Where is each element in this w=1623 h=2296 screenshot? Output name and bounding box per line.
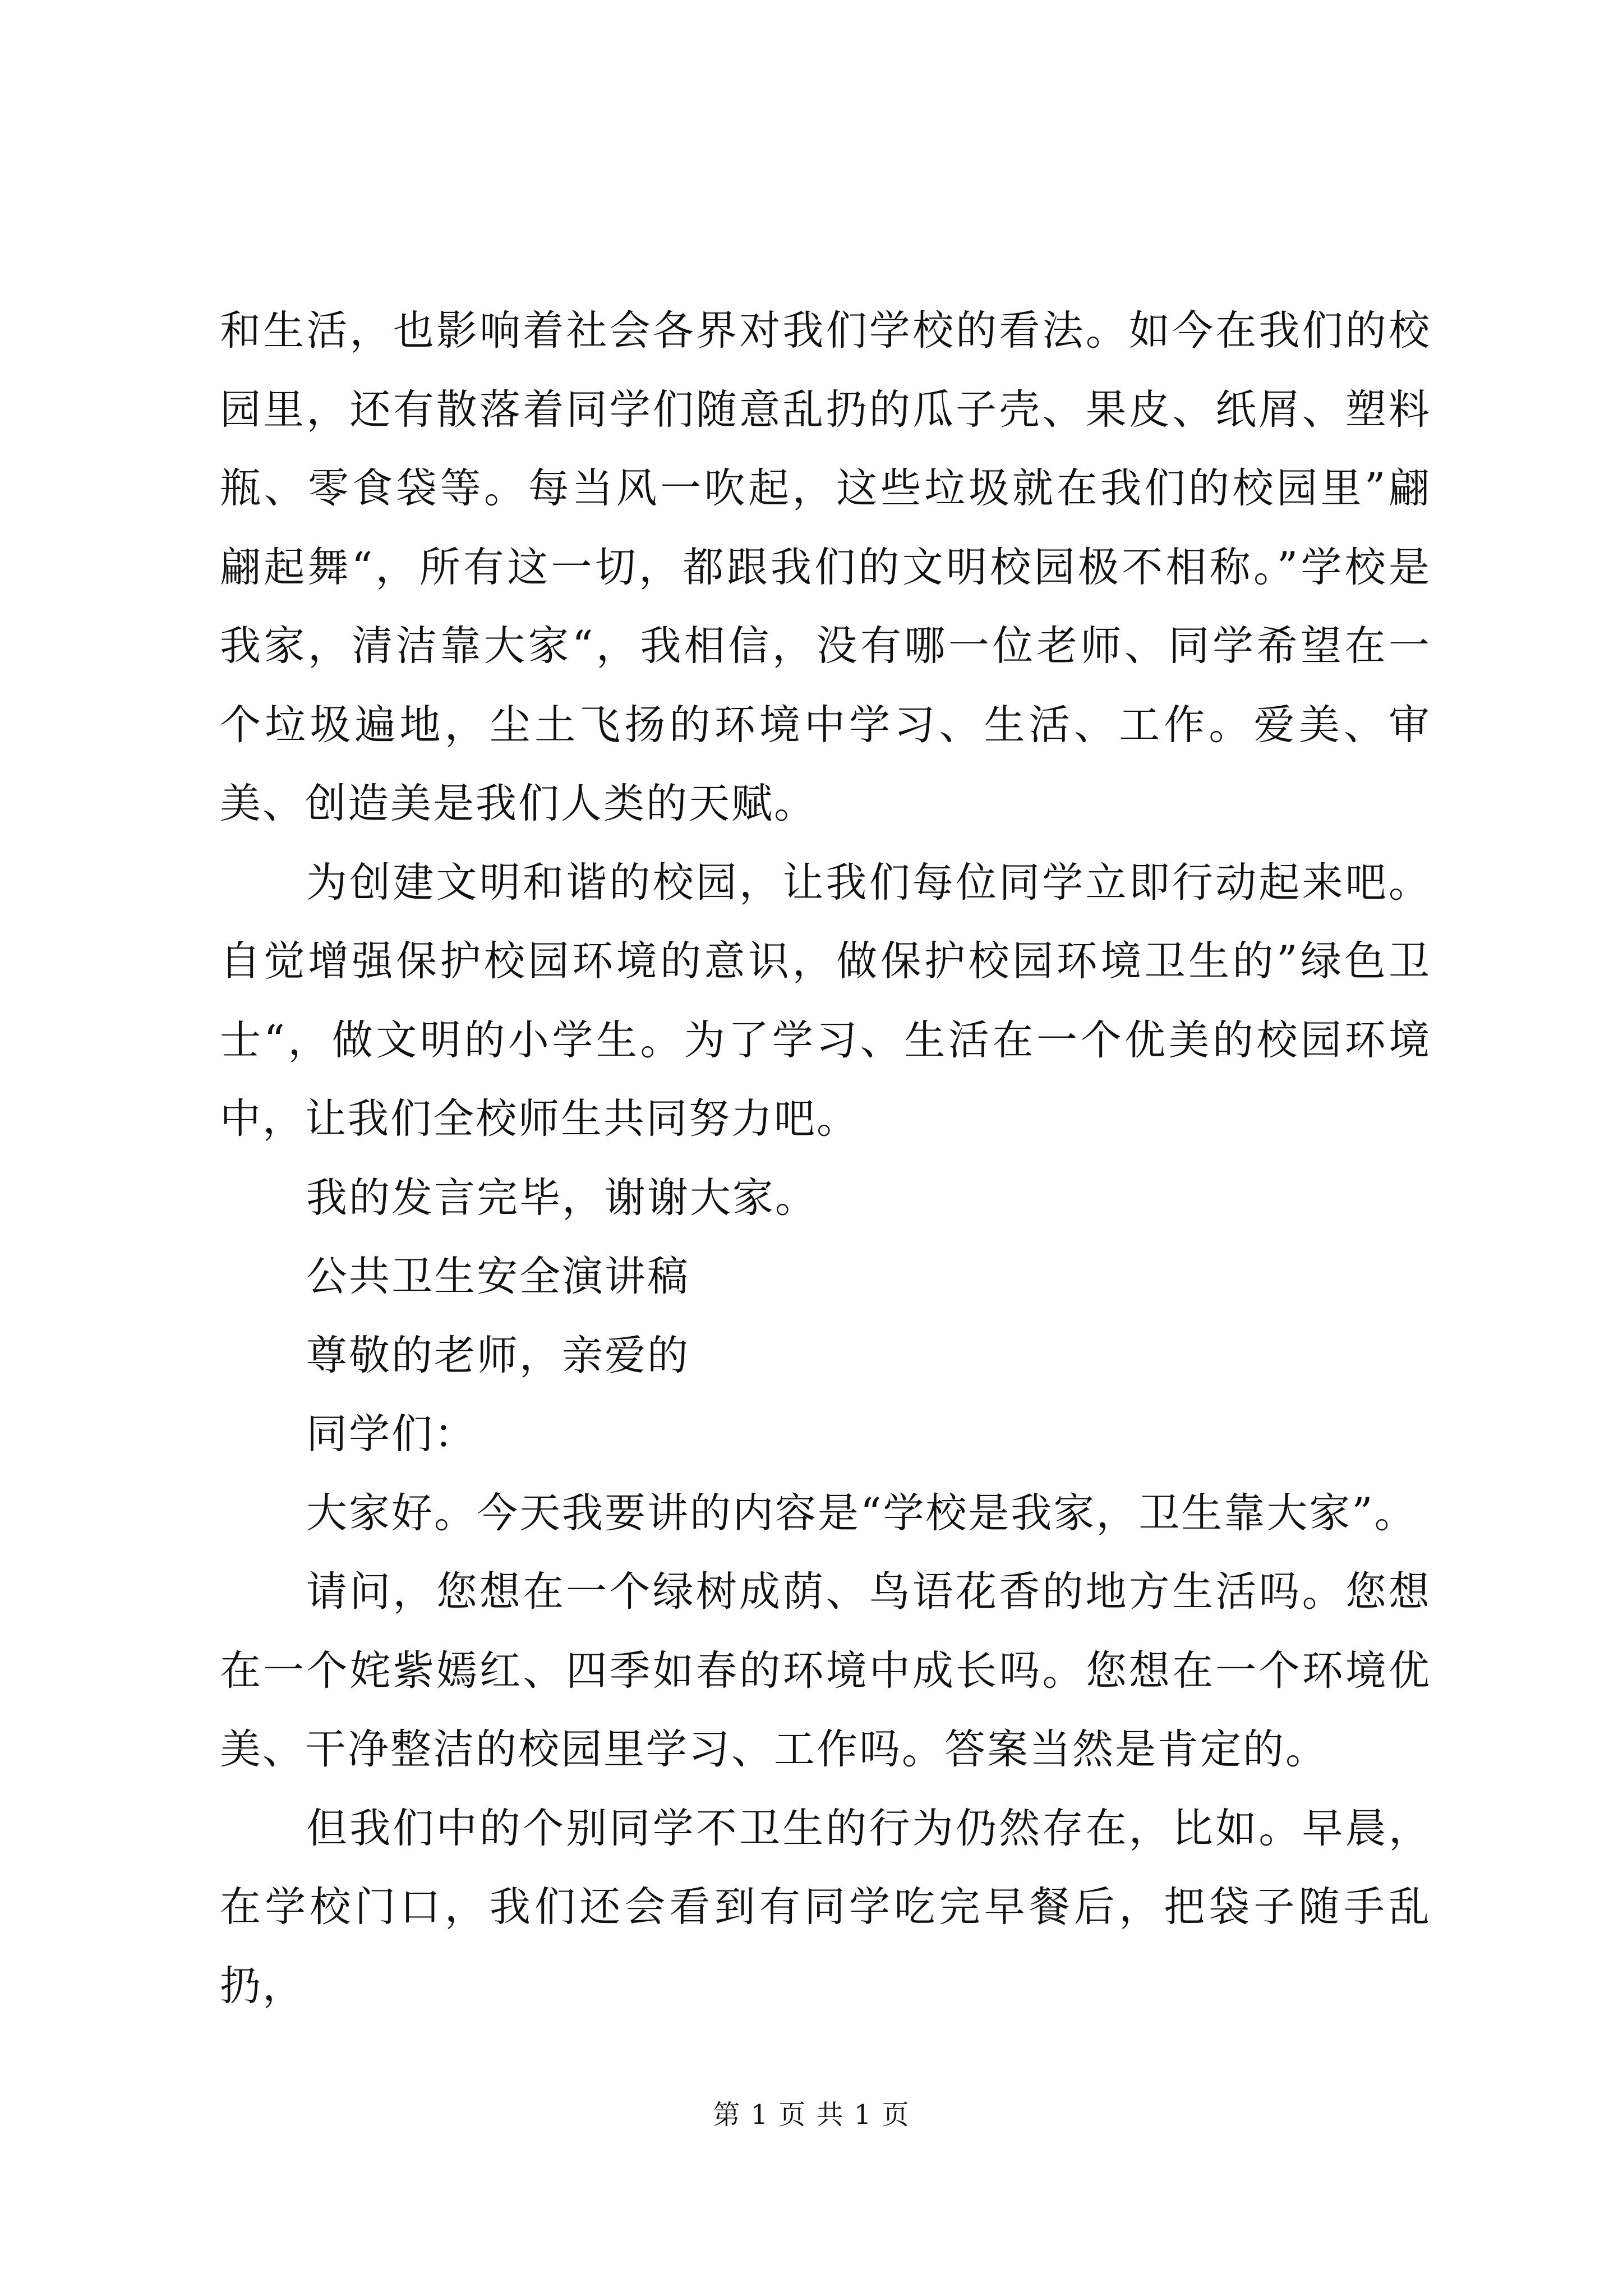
paragraph-questions: 请问，您想在一个绿树成荫、鸟语花香的地方生活吗。您想在一个姹紫嫣红、四季如春的环境中成长吗。您想在一个环境优美、干净整洁的校园里学习、工作吗。答案当然是肯定的。 (220, 1568, 1431, 1773)
section-title: 公共卫生安全演讲稿 (306, 1253, 690, 1300)
paragraph-greeting: 大家好。今天我要讲的内容是“学校是我家，卫生靠大家”。 (306, 1489, 1417, 1537)
document-body (220, 292, 1431, 2026)
salutation-line-2: 同学们： (306, 1410, 477, 1458)
paragraph-continuation: 和生活，也影响着社会各界对我们学校的看法。如今在我们的校园里，还有散落着同学们随意乱扔的瓜子壳、果皮、纸屑、塑料瓶、零食袋等。每当风一吹起，这些垃圾就在我们的校园里”翩翩起舞“，所有这一切，都跟我们的文明校园极不相称。”学校是我家，清洁靠大家“，我相信，没有哪一位老师、同学希望在一个垃圾遍地，尘土飞扬的环境中学习、生活、工作。爱美、审美、创造美是我们人类的天赋。 (220, 307, 1431, 827)
paragraph-closing: 我的发言完毕，谢谢大家。 (306, 1174, 818, 1222)
page-number-footer: 第 1 页 共 1 页 (713, 2099, 910, 2131)
salutation-line-1: 尊敬的老师，亲爱的 (306, 1331, 690, 1379)
paragraph-call-to-action: 为创建文明和谐的校园，让我们每位同学立即行动起来吧。自觉增强保护校园环境的意识，做保护校园环境卫生的”绿色卫士“，做文明的小学生。为了学习、生活在一个优美的校园环境中，让我们全校师生共同努力吧。 (220, 858, 1431, 1143)
paragraph-problem: 但我们中的个别同学不卫生的行为仍然存在，比如。早晨，在学校门口，我们还会看到有同学吃完早餐后，把袋子随手乱扔， (220, 1804, 1431, 2010)
